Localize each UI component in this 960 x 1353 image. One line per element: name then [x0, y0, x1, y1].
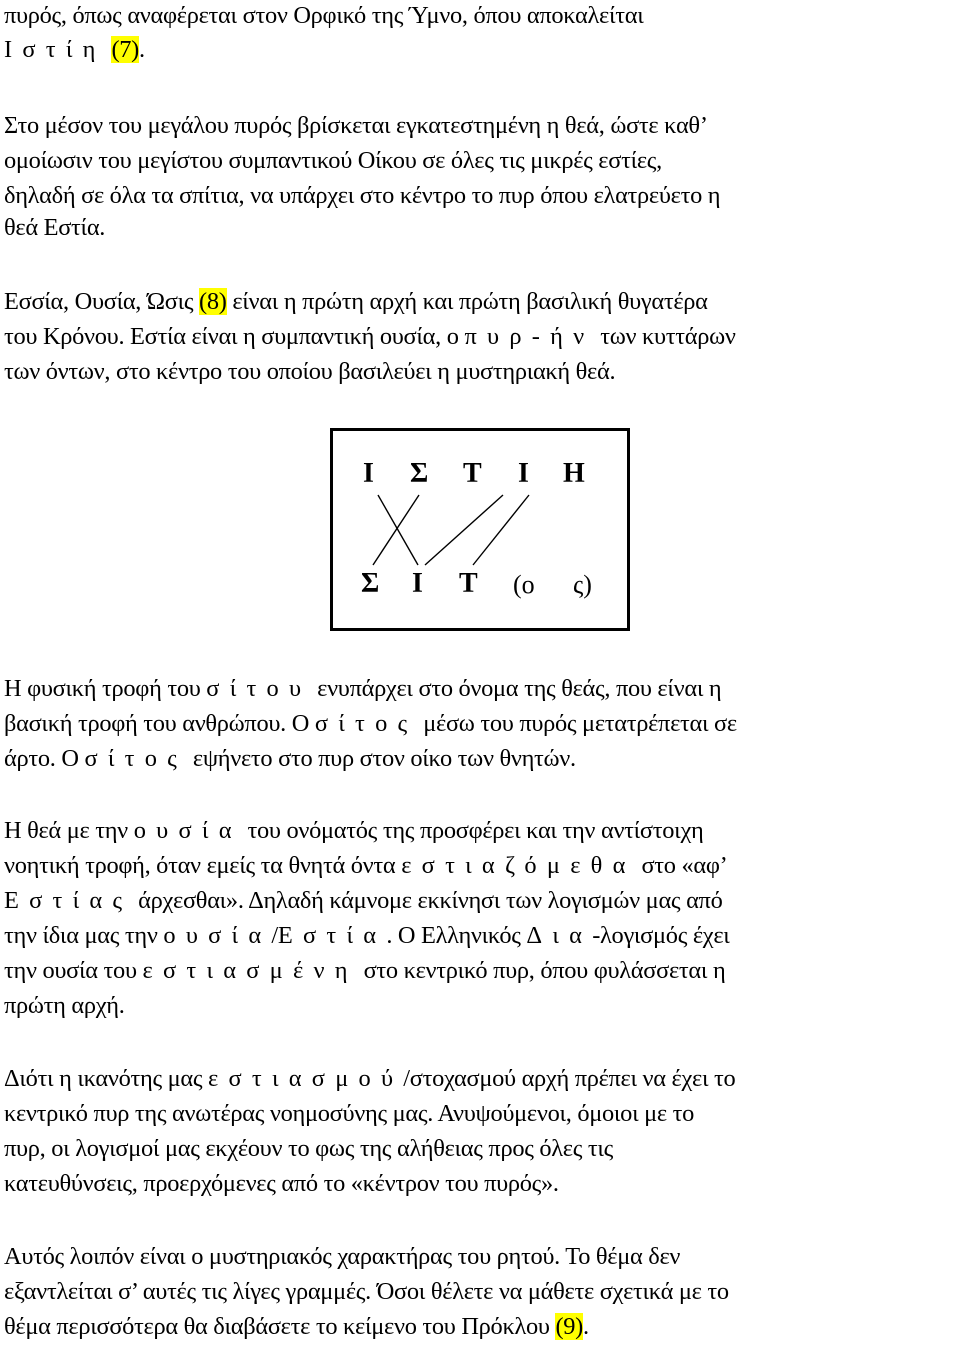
- text: Διότι η ικανότης μας: [4, 1065, 209, 1092]
- text: . Ο Ελληνικός: [386, 922, 527, 949]
- p1-line-1: πυρός, όπως αναφέρεται στον Ορφικό της Ύμνο, όπου αποκαλείται: [4, 2, 644, 29]
- p5-line-5: [4, 955, 960, 987]
- period: .: [582, 1313, 589, 1340]
- text: Εσσία, Ουσία, Ώσις: [4, 288, 199, 315]
- spaced-word: σίτου: [206, 675, 312, 702]
- figure-top-letter: Ι: [518, 458, 529, 489]
- spaced-word: εστιασμού: [208, 1065, 404, 1092]
- p2-line-3: δηλαδή σε όλα τα σπίτια, να υπάρχει στο κέντρο το πυρ όπου ελατρεύετο η: [4, 182, 721, 209]
- text: νοητική τροφή, όταν εμείς τα θνητά όντα: [4, 852, 402, 879]
- p3-line-1: [4, 286, 960, 318]
- figure-paren-open: (ο: [513, 570, 535, 599]
- text: εψήνετο στο πυρ στον οίκο των θνητών.: [187, 745, 576, 772]
- text: Η θεά με την: [4, 817, 134, 844]
- ististh-etymology-figure: [330, 428, 630, 631]
- p5-line-4: [4, 920, 960, 952]
- text: /: [271, 922, 278, 949]
- footnote-ref-9[interactable]: (9): [555, 1313, 583, 1340]
- spaced-word: σίτος: [84, 745, 188, 772]
- text: Η φυσική τροφή του: [4, 675, 207, 702]
- p3-line-2: [4, 321, 960, 353]
- figure-bottom-letter: Σ: [361, 568, 380, 599]
- p7-line-3: [4, 1311, 960, 1343]
- spaced-word: Εστίας: [4, 887, 133, 914]
- p5-line-1: [4, 815, 960, 847]
- text: θέμα περισσότερα θα διαβάσετε το κείμενο του Πρόκλου: [4, 1313, 556, 1340]
- text: άρχεσθαι». Δηλαδή κάμνομε εκκίνησι των λογισμών μας από: [132, 887, 723, 914]
- spaced-word: Ιστίη: [4, 36, 106, 63]
- p4-line-1: [4, 673, 960, 705]
- figure-crossing-lines: [333, 431, 627, 628]
- footnote-ref-7[interactable]: (7): [111, 36, 139, 63]
- p4-line-2: [4, 708, 960, 740]
- period: .: [139, 36, 145, 63]
- figure-bottom-letter: Τ: [459, 568, 478, 599]
- footnote-ref-8[interactable]: (8): [199, 288, 227, 315]
- p6-line-3: πυρ, οι λογισμοί μας εκχέουν το φως της αλήθειας προς όλες τις: [4, 1135, 614, 1162]
- line-tau-to-iota: [425, 495, 503, 565]
- figure-top-letter: Η: [563, 458, 585, 489]
- text: ενυπάρχει στο όνομα της θεάς, που είναι η: [311, 675, 722, 702]
- spaced-word: ουσία: [163, 922, 272, 949]
- p2-line-2: ομοίωσιν του μεγίστου συμπαντικού Οίκου σε όλες τις μικρές εστίες,: [4, 147, 662, 174]
- text: των κυττάρων: [594, 323, 736, 350]
- figure-top-letter: Ι: [363, 458, 374, 489]
- text: την ίδια μας την: [4, 922, 164, 949]
- p2-line-1: Στο μέσον του μεγάλου πυρός βρίσκεται εγκατεστημένη η θεά, ώστε καθ’: [4, 112, 708, 139]
- figure-top-letter: Τ: [463, 458, 482, 489]
- text: βασική τροφή του ανθρώπου. Ο: [4, 710, 315, 737]
- spaced-word: εστιασμένη: [142, 957, 358, 984]
- spaced-word: εστιαζόμεθα: [401, 852, 636, 879]
- text: άρτο. Ο: [4, 745, 85, 772]
- p6-line-2: κεντρικό πυρ της ανωτέρας νοημοσύνης μας. Ανυψούμενοι, όμοιοι με το: [4, 1100, 695, 1127]
- p7-line-1: Αυτός λοιπόν είναι ο μυστηριακός χαρακτήρας του ρητού. Το θέμα δεν: [4, 1243, 681, 1270]
- p5-line-2: [4, 850, 960, 882]
- text: -λογισμός έχει: [592, 922, 730, 949]
- spaced-word: σίτος: [314, 710, 418, 737]
- p5-line-6: πρώτη αρχή.: [4, 992, 125, 1019]
- p6-line-4: κατευθύνσεις, προερχόμενες από το «κέντρον του πυρός».: [4, 1170, 559, 1197]
- text: είναι η πρώτη αρχή και πρώτη βασιλική θυγατέρα: [226, 288, 708, 315]
- figure-bottom-letter: Ι: [412, 568, 423, 599]
- figure-top-letter: Σ: [410, 458, 429, 489]
- p3-line-3: των όντων, στο κέντρο του οποίου βασιλεύει η μυστηριακή θεά.: [4, 358, 616, 385]
- p1-line-2: [4, 34, 960, 66]
- text: την ουσία του: [4, 957, 143, 984]
- figure-paren-close: ς): [573, 570, 592, 599]
- p2-line-4: θεά Εστία.: [4, 214, 106, 241]
- text: στο «αφ’: [635, 852, 728, 879]
- spaced-word: ουσία: [133, 817, 242, 844]
- line-iota-to-tau: [473, 495, 529, 565]
- spaced-word: Δια: [526, 922, 593, 949]
- p6-line-1: [4, 1063, 960, 1095]
- p7-line-2: εξαντλείται σ’ αυτές τις λίγες γραμμές. Όσοι θέλετε να μάθετε σχετικά με το: [4, 1278, 729, 1305]
- text: του Κρόνου. Εστία είναι η συμπαντική ουσία, ο: [4, 323, 465, 350]
- spaced-word: Εστία: [277, 922, 387, 949]
- text: του ονόματός της προσφέρει και την αντίστοιχη: [241, 817, 704, 844]
- text: μέσω του πυρός μετατρέπεται σε: [417, 710, 737, 737]
- p4-line-3: [4, 743, 960, 775]
- p5-line-3: [4, 885, 960, 917]
- spaced-word: πυρ-ήν: [464, 323, 595, 350]
- text: στο κεντρικό πυρ, όπου φυλάσσεται η: [357, 957, 726, 984]
- text: /στοχασμού αρχή πρέπει να έχει το: [403, 1065, 736, 1092]
